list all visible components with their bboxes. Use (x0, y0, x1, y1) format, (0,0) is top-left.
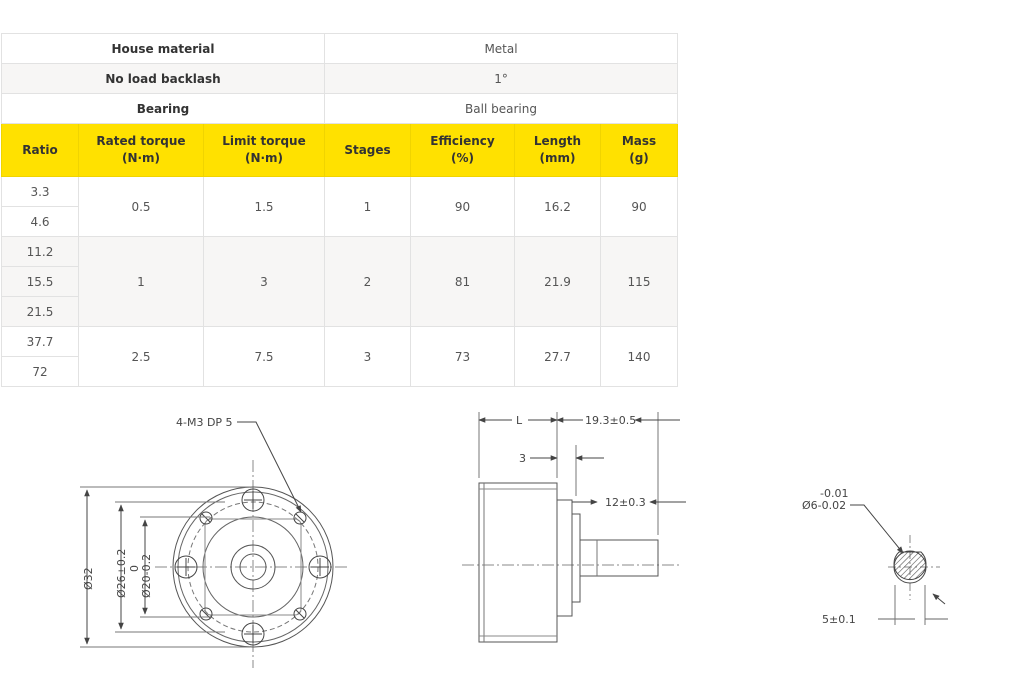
side-view-drawing (462, 412, 686, 642)
table-row (2, 177, 678, 207)
dim-length-l: L (516, 414, 523, 427)
prop-label: House material (2, 34, 325, 64)
ratio-cell: 15.5 (2, 267, 79, 297)
limit-torque-cell: 1.5 (204, 177, 325, 237)
limit-torque-cell: 3 (204, 237, 325, 327)
prop-label: No load backlash (2, 64, 325, 94)
table-row (2, 327, 678, 357)
mass-cell: 90 (601, 177, 678, 237)
spec-table (1, 33, 678, 387)
table-header (2, 124, 678, 177)
length-cell: 27.7 (515, 327, 601, 387)
header-mass: Mass (g) (601, 124, 678, 177)
dim-outer-diameter: Ø32 (82, 567, 95, 590)
shaft-tolerance: -0.01 (820, 487, 849, 500)
efficiency-cell: 90 (411, 177, 515, 237)
front-view-drawing (80, 422, 350, 668)
table-row (2, 237, 678, 267)
dim-mid-diameter: Ø26±0.2 (115, 548, 128, 598)
prop-label: Bearing (2, 94, 325, 124)
dim-shaft-length: 12±0.3 (605, 496, 646, 509)
prop-row-house-material (2, 34, 678, 64)
prop-value: 1° (325, 64, 678, 94)
ratio-cell: 21.5 (2, 297, 79, 327)
efficiency-cell: 73 (411, 327, 515, 387)
header-rated-torque: Rated torque (N·m) (79, 124, 204, 177)
ratio-cell: 11.2 (2, 237, 79, 267)
ratio-cell: 3.3 (2, 177, 79, 207)
prop-row-backlash (2, 64, 678, 94)
rated-torque-cell: 1 (79, 237, 204, 327)
ratio-cell: 37.7 (2, 327, 79, 357)
efficiency-cell: 81 (411, 237, 515, 327)
prop-value: Ball bearing (325, 94, 678, 124)
shaft-section-drawing (850, 505, 948, 625)
prop-row-bearing (2, 94, 678, 124)
dim-shaft-total: 19.3±0.5 (585, 414, 637, 427)
header-stages: Stages (325, 124, 411, 177)
length-cell: 21.9 (515, 237, 601, 327)
dim-inner-diameter: Ø20-0.2 (140, 553, 153, 598)
stages-cell: 3 (325, 327, 411, 387)
technical-drawings (0, 390, 1015, 690)
rated-torque-cell: 2.5 (79, 327, 204, 387)
stages-cell: 2 (325, 237, 411, 327)
shaft-flat: 5±0.1 (822, 613, 856, 626)
dim-mid-tolerance: 0 (128, 565, 141, 572)
ratio-cell: 4.6 (2, 207, 79, 237)
stages-cell: 1 (325, 177, 411, 237)
header-ratio: Ratio (2, 124, 79, 177)
mass-cell: 140 (601, 327, 678, 387)
dim-step: 3 (519, 452, 526, 465)
prop-value: Metal (325, 34, 678, 64)
header-efficiency: Efficiency (%) (411, 124, 515, 177)
hole-note: 4-M3 DP 5 (176, 416, 233, 429)
limit-torque-cell: 7.5 (204, 327, 325, 387)
ratio-cell: 72 (2, 357, 79, 387)
length-cell: 16.2 (515, 177, 601, 237)
header-limit-torque: Limit torque (N·m) (204, 124, 325, 177)
header-length: Length (mm) (515, 124, 601, 177)
rated-torque-cell: 0.5 (79, 177, 204, 237)
shaft-diameter: Ø6-0.02 (802, 499, 847, 512)
mass-cell: 115 (601, 237, 678, 327)
